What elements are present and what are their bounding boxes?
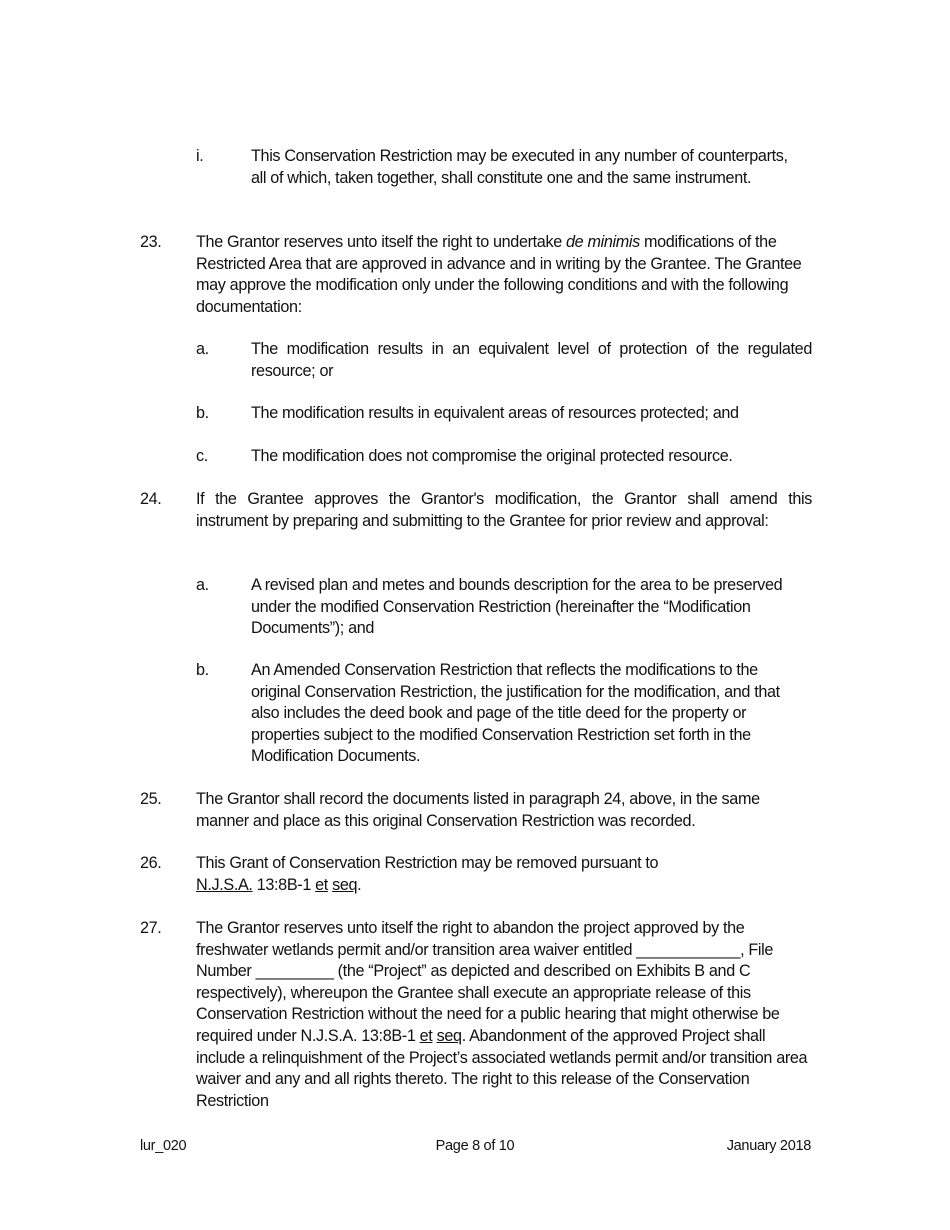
- item-label-23b: b.: [196, 404, 209, 422]
- paragraph-number-24: 24.: [140, 490, 162, 508]
- paragraph-number-26: 26.: [140, 854, 162, 872]
- item-23c-text: The modification does not compromise the original protected resource.: [251, 447, 733, 465]
- et-text: et: [315, 875, 328, 894]
- et-text-27: et: [419, 1026, 433, 1045]
- item-label-i: i.: [196, 147, 204, 165]
- item-24b-text: An Amended Conservation Restriction that reflects the modifications to the original Conservation Restriction, the justification for the modification, and that also includes the deed book and page of the title deed for the property or properties subject to the modified Conservation Restriction set forth in the Modification Documents.: [251, 661, 780, 766]
- paragraph-22i-text: This Conservation Restriction may be executed in any number of counterparts, all of which, taken together, shall constitute one and the same instrument.: [251, 147, 788, 187]
- item-24a-text: A revised plan and metes and bounds description for the area to be preserved under the modified Conservation Restriction (hereinafter the “Modification Documents”); and: [251, 576, 783, 638]
- statute-section: 13:8B-1: [252, 875, 316, 894]
- item-label-24a: a.: [196, 576, 209, 594]
- paragraph-23-text: [196, 232, 812, 318]
- item-label-23a: a.: [196, 340, 209, 358]
- footer-date: January 2018: [726, 1138, 811, 1154]
- item-23b-text: The modification results in equivalent areas of resources protected; and: [251, 404, 739, 422]
- paragraph-23-text-before: The Grantor reserves unto itself the right to undertake: [196, 233, 566, 251]
- paragraph-27-text-1: The Grantor reserves unto itself the right to abandon the project approved by the freshwater wetlands permit and/or transition area waiver entitled ____________, File Number _________ (the “Project” as depicted and described on Exhibits B and C respectively), whereupon the Grantee shall execute an appropriate release of this Conservation Restriction without the need for a public hearing that might otherwise be required under N.J.S.A. 13:8B-1: [196, 919, 780, 1045]
- paragraph-number-23: 23.: [140, 233, 162, 251]
- item-23a-text: The modification results in an equivalent level of protection of the regulated resource; or: [251, 340, 812, 380]
- statute-reference: N.J.S.A.: [196, 875, 253, 894]
- paragraph-23-text-after: modifications of the Restricted Area that are approved in advance and in writing by the Grantee. The Grantee may approve the modification only under the following conditions and with the following documentation:: [196, 233, 802, 316]
- seq-text: seq: [332, 875, 358, 894]
- footer-page-number: Page 8 of 10: [435, 1138, 515, 1154]
- paragraph-27-text: [196, 918, 810, 1112]
- seq-text-27: seq: [436, 1026, 462, 1045]
- item-label-24b: b.: [196, 661, 209, 679]
- paragraph-25-text: The Grantor shall record the documents listed in paragraph 24, above, in the same manner and place as this original Conservation Restriction was recorded.: [196, 790, 760, 830]
- paragraph-26-end: .: [357, 875, 362, 894]
- paragraph-number-27: 27.: [140, 919, 162, 937]
- paragraph-24-text: If the Grantee approves the Grantor's modification, the Grantor shall amend this instrument by preparing and submitting to the Grantee for prior review and approval:: [196, 490, 812, 530]
- paragraph-number-25: 25.: [140, 790, 162, 808]
- paragraph-23-italic: de minimis: [566, 233, 640, 251]
- footer-form-id: lur_020: [140, 1138, 187, 1154]
- paragraph-26-text: [196, 853, 716, 896]
- paragraph-27-text-2: . Abandonment of the approved Project shall include a relinquishment of the Project’s associated wetlands permit and/or transition area waiver and any and all rights thereto. The right to this release of the Conservation Restriction: [196, 1026, 808, 1110]
- item-label-23c: c.: [196, 447, 208, 465]
- paragraph-26-text-before: This Grant of Conservation Restriction may be removed pursuant to: [196, 854, 659, 872]
